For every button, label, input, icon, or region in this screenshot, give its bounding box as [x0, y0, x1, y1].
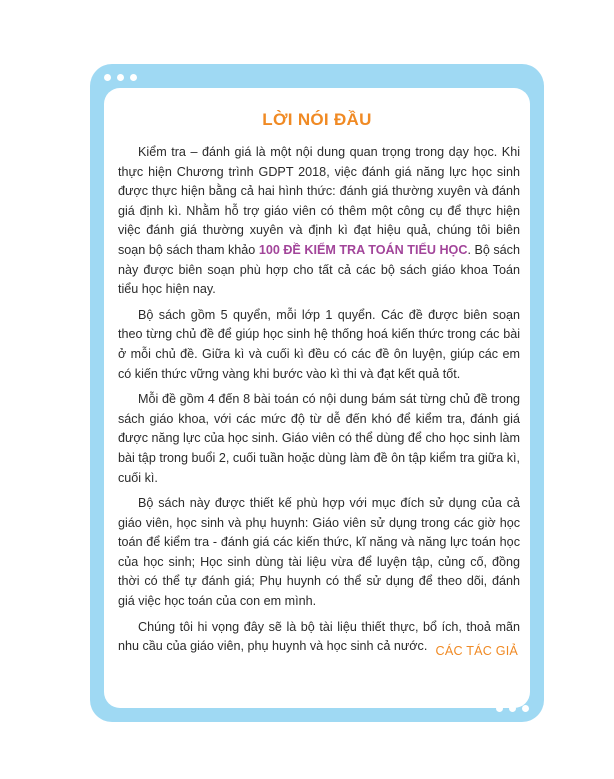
paragraph-1: [118, 143, 520, 300]
preface-card: [104, 88, 530, 708]
frame-dot-top-3: [130, 74, 137, 81]
paragraph-1-text-before: Kiểm tra – đánh giá là một nội dung quan trọng trong dạy học. Khi thực hiện Chương trình GDPT 2018, việc đánh giá năng lực học sinh được thực hiện bằng cả hai hình thức: đánh giá thường xuyên và đánh giá định kì. Nhằm hỗ trợ giáo viên có thêm một công cụ để thực hiện việc đánh giá thường xuyên và định kì đạt hiệu quả, chúng tôi biên soạn bộ sách tham khảo: [118, 145, 520, 257]
page-title: LỜI NÓI ĐẦU: [262, 110, 372, 129]
signature: CÁC TÁC GIẢ: [435, 644, 518, 658]
frame-dot-top-1: [104, 74, 111, 81]
paragraph-4: Bộ sách này được thiết kế phù hợp với mục đích sử dụng của cả giáo viên, học sinh và phụ huynh: Giáo viên sử dụng trong các giờ học toán để kiểm tra - đánh giá các kiến thức, kĩ năng và năng lực toán học của học sinh; Học sinh dùng tài liệu vừa để luyện tập, củng cố, đồng thời có thể tự đánh giá; Phụ huynh có thể sử dụng để theo dõi, đánh giá việc học toán của con em mình.: [118, 496, 520, 609]
preface-body: [118, 143, 520, 663]
book-title-highlight: 100 ĐỀ KIỂM TRA TOÁN TIỂU HỌC: [258, 242, 468, 257]
frame-dot-bottom-3: [522, 705, 529, 712]
paragraph-3: Mỗi đề gồm 4 đến 8 bài toán có nội dung bám sát từng chủ đề trong sách giáo khoa, với các mức độ từ dễ đến khó để kiểm tra, đánh giá được năng lực của học sinh. Giáo viên có thể dùng để cho học sinh làm bài tập trong buổi 2, cuối tuần hoặc dùng làm đề ôn tập kiểm tra giữa kì, cuối kì.: [118, 392, 520, 485]
paragraph-2: Bộ sách gồm 5 quyển, mỗi lớp 1 quyển. Các đề được biên soạn theo từng chủ đề để giúp học sinh hệ thống hoá kiến thức trong các bài ở mỗi chủ đề. Giữa kì và cuối kì đều có các đề ôn luyện, giúp các em có kiến thức vững vàng khi bước vào kì thi và đạt kết quả tốt.: [118, 307, 520, 381]
frame-dot-top-2: [117, 74, 124, 81]
paragraph-5: Chúng tôi hi vọng đây sẽ là bộ tài liệu thiết thực, bổ ích, thoả mãn nhu cầu của giáo viên, phụ huynh và học sinh cả nước.: [118, 619, 520, 654]
paragraph-1-text-after: . Bộ sách này được biên soạn phù hợp cho tất cả các bộ sách giáo khoa Toán tiểu học hiện nay.: [118, 242, 520, 297]
